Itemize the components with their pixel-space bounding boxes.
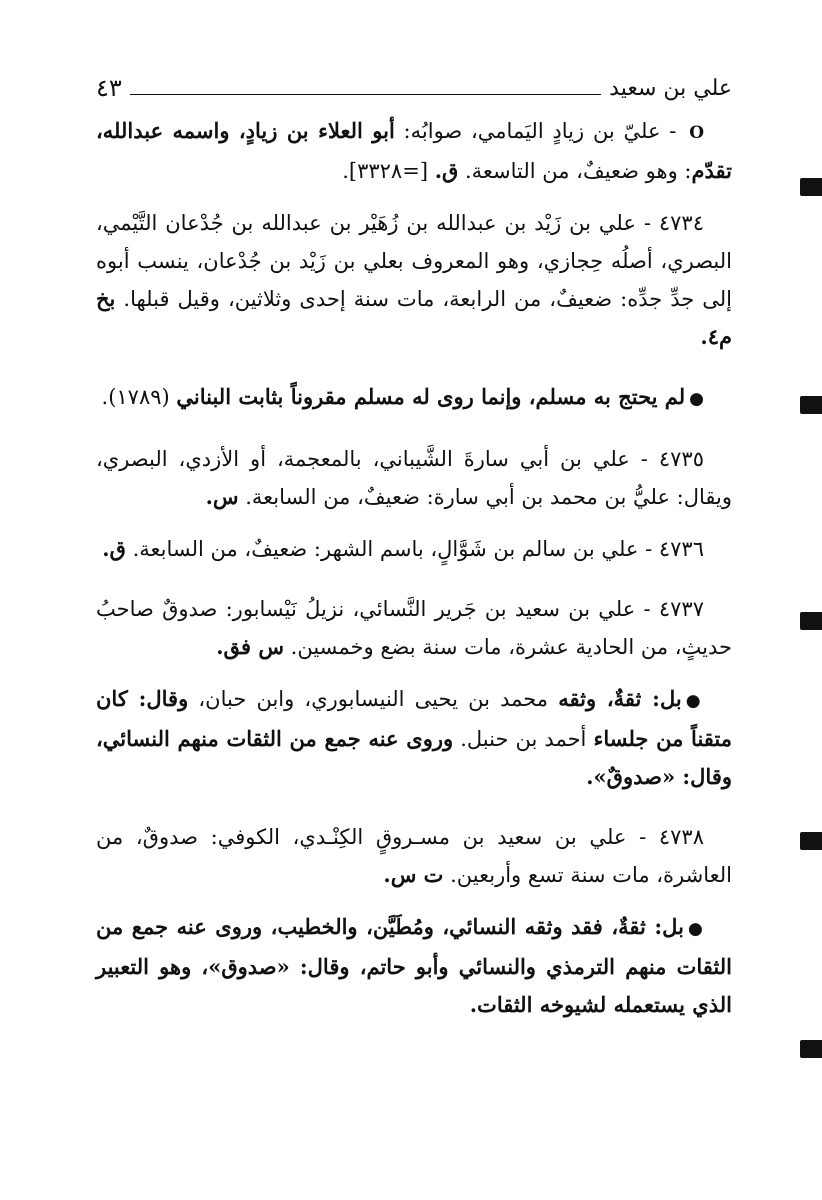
entry-bold-text: أبو العلاء بن زيادٍ، واسمه عبدالله، تقدّم — [96, 118, 732, 183]
scan-edge-mark — [800, 396, 822, 414]
bullet-marker-icon: ● — [687, 919, 705, 939]
entry-text: - علي بن سالم بن شَوَّالٍ، باسم الشهر: ضعيفٌ، من السابعة. — [125, 537, 659, 561]
entry-text: - علي بن زَيْد بن عبدالله بن زُهَيْر بن عبدالله بن جُدْعان التَّيْمي، البصري، أصلُه حِجازي، وهو المعروف بعلي بن زَيْد بن جُدْعان، ينسب أبوه إلى جدِّ جدِّه: ضعيفٌ، من الرابعة، مات سنة إحدى وثلاثين، وقيل قبلها. — [96, 211, 732, 311]
entry-siglum: ق. — [434, 158, 459, 183]
entry-text: : وهو ضعيفٌ، من التاسعة. — [458, 159, 692, 183]
scan-edge-mark — [800, 832, 822, 850]
entry-siglum: ت س. — [383, 862, 444, 887]
entry-siglum: بخ م٤. — [96, 286, 732, 349]
entry-text: - عليّ بن زيادٍ اليَمامي، صوابُه: — [394, 119, 686, 143]
entry-text: (١٧٨٩). — [101, 385, 177, 409]
bullet-marker-icon: ● — [685, 691, 705, 711]
entry-siglum: س. — [205, 484, 239, 509]
entry-number: ٤٧٣٥ — [658, 447, 704, 471]
entry-4737 — [96, 590, 732, 666]
entry-bold-text: بل: ثقةٌ، فقد وثقه النسائي، ومُطَيَّن، والخطيب، وروى عنه جمع من الثقات منهم الترمذي والنسائي وأبو حاتم، وقال: «صدوق»، وهو التعبير الذي يستعمله لشيوخه الثقات. — [96, 914, 732, 1017]
entry-bold-text: وروى عنه جمع من الثقات منهم النسائي، وقال: «صدوقٌ». — [96, 726, 732, 789]
entry-text: - علي بن سعيد بن جَرير النَّسائي، نزيلُ نَيْسابور: صدوقٌ صاحبُ حديثٍ، من الحادية عشرة، مات سنة بضع وخمسين. — [96, 597, 732, 659]
entry-text: محمد بن يحيى النيسابوري، وابن حبان، — [188, 687, 559, 711]
scan-edge-mark — [800, 1040, 822, 1058]
header-rule — [130, 94, 601, 95]
entry-4734 — [96, 204, 732, 356]
entry-number: ٤٧٣٧ — [658, 597, 704, 621]
entry-cross-reference: [=٣٣٢٨]. — [342, 159, 435, 183]
entry-text: - علي بن سعيد بن مسـروقٍ الكِنْـدي، الكوفي: صدوقٌ، من العاشرة، مات سنة تسع وأربعين. — [96, 825, 732, 887]
entry-bold-text: لم يحتج به مسلم، وإنما روى له مسلم مقروناً بثابت البناني — [176, 384, 686, 409]
entry-bold-text: وقال: كان متقناً من جلساء — [96, 686, 732, 751]
entry-text: أحمد بن حنبل. — [453, 727, 594, 751]
page-body — [96, 112, 732, 1046]
entry-siglum: س فق. — [216, 634, 284, 659]
entry-note-4737 — [96, 680, 732, 796]
entry-bold-text: بل: ثقةٌ، وثقه — [558, 686, 682, 711]
scan-edge-mark — [800, 178, 822, 196]
circle-marker-icon: O — [689, 123, 704, 143]
entry-siglum: ق. — [102, 536, 126, 561]
page-number: ٤٣ — [96, 74, 122, 102]
entry-note-4734 — [96, 378, 732, 418]
entry-number: ٤٧٣٤ — [658, 211, 704, 235]
running-title: علي بن سعيد — [609, 75, 732, 101]
running-header — [96, 68, 732, 108]
entry-note-4738 — [96, 908, 732, 1024]
entry-4738 — [96, 818, 732, 894]
entry-4735 — [96, 440, 732, 516]
entry-number: ٤٧٣٨ — [658, 825, 704, 849]
entry-number: ٤٧٣٦ — [658, 537, 704, 561]
entry-note-zayad — [96, 112, 732, 190]
scan-edge-mark — [800, 612, 822, 630]
bullet-marker-icon: ● — [689, 389, 704, 409]
entry-text: - علي بن أبي سارةَ الشَّيباني، بالمعجمة، أو الأزدي، البصري، ويقال: عليُّ بن محمد بن أبي سارة: ضعيفٌ، من السابعة. — [96, 447, 732, 509]
entry-4736 — [96, 530, 732, 568]
